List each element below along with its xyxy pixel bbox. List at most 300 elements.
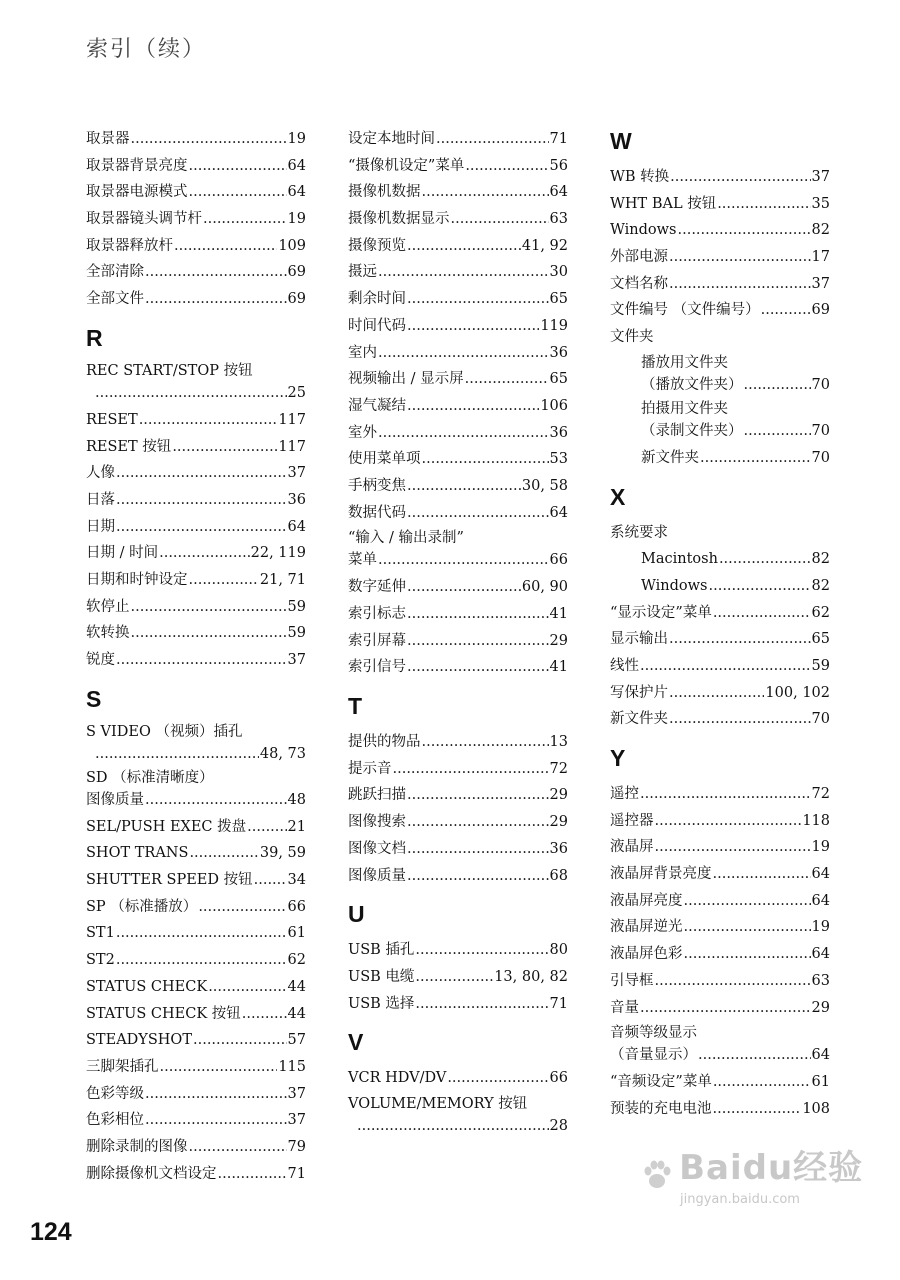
index-entry	[86, 381, 306, 405]
entry-term: 色彩等级	[86, 1085, 144, 1102]
index-entry	[610, 1096, 830, 1123]
entry-page: 59	[287, 625, 306, 642]
index-entry	[348, 126, 568, 153]
entry-term: （音量显示）	[610, 1047, 697, 1064]
index-entry	[348, 1065, 568, 1092]
entry-term: STATUS CHECK 按钮	[86, 1005, 241, 1022]
leader-dots	[174, 233, 277, 260]
paw-icon	[640, 1158, 674, 1192]
index-entry	[86, 153, 306, 180]
leader-dots	[218, 1161, 287, 1188]
index-entry	[86, 407, 306, 434]
entry-page: 70	[811, 422, 830, 439]
entry-page: 72	[549, 760, 568, 777]
entry-term: 取景器背景亮度	[86, 157, 188, 174]
entry-term: 液晶屏背景亮度	[610, 866, 712, 883]
entry-term: 软停止	[86, 598, 130, 615]
index-entry	[610, 941, 830, 968]
entry-term: “摄像机设定”菜单	[348, 157, 465, 174]
leader-dots	[378, 420, 549, 447]
entry-term: 删除摄像机文档设定	[86, 1165, 217, 1182]
leader-dots	[131, 126, 287, 153]
entry-page: 66	[549, 552, 568, 569]
entry-page: 118	[802, 812, 830, 829]
index-entry	[348, 863, 568, 890]
entry-page: 119	[540, 317, 568, 334]
entry-page: 68	[549, 867, 568, 884]
leader-dots	[247, 814, 286, 841]
index-entry	[610, 573, 830, 600]
entry-term-line: 音频等级显示	[610, 1025, 697, 1042]
leader-dots	[717, 191, 810, 218]
section-letter: T	[348, 693, 363, 720]
index-entry	[348, 420, 568, 447]
leader-dots	[698, 1043, 811, 1067]
entry-term: 删除录制的图像	[86, 1138, 188, 1155]
baidu-watermark	[640, 1140, 870, 1250]
entry-page: 57	[287, 1032, 306, 1049]
entry-term: 日落	[86, 491, 115, 508]
index-entry	[86, 540, 306, 567]
entry-page: 61	[287, 925, 306, 942]
leader-dots	[116, 947, 287, 974]
entry-term: WB 转换	[610, 169, 670, 185]
index-entry	[348, 500, 568, 527]
entry-page: 25	[287, 384, 306, 401]
entry-page: 48	[287, 791, 306, 808]
leader-dots	[203, 206, 287, 233]
entry-term: SHOT TRANS	[86, 845, 189, 862]
leader-dots	[407, 836, 549, 863]
leader-dots	[713, 861, 811, 888]
index-entry	[610, 1043, 830, 1067]
entry-page: 63	[811, 972, 830, 989]
index-entry	[610, 164, 830, 191]
leader-dots	[378, 340, 549, 367]
entry-page: 35	[811, 195, 830, 212]
entry-term-line: “输入 / 输出录制”	[348, 530, 464, 547]
index-entry	[86, 286, 306, 313]
leader-dots	[436, 126, 549, 153]
entry-page: 64	[287, 518, 306, 535]
index-entry	[348, 313, 568, 340]
leader-dots	[451, 206, 549, 233]
entry-term-line: SD （标准清晰度）	[86, 769, 214, 786]
entry-page: 65	[811, 631, 830, 648]
index-entry-multiline	[610, 399, 830, 443]
entry-page: 36	[549, 424, 568, 441]
entry-term: 文档名称	[610, 275, 668, 292]
leader-dots	[669, 680, 764, 707]
entry-term: 提示音	[348, 760, 392, 777]
index-entry	[610, 297, 830, 324]
entry-page: 37	[287, 652, 306, 668]
index-entry	[86, 742, 306, 766]
entry-term: 图像质量	[86, 791, 144, 808]
index-entry	[610, 217, 830, 244]
entry-term: 取景器电源模式	[86, 184, 188, 201]
leader-dots	[145, 259, 287, 286]
index-entry	[86, 974, 306, 1001]
leader-dots	[193, 1027, 287, 1054]
entry-page: 70	[811, 449, 830, 466]
entry-page: 71	[549, 131, 568, 147]
entry-term: 摄像机数据显示	[348, 211, 450, 228]
entry-page: 62	[811, 604, 830, 621]
entry-term: 日期 / 时间	[86, 545, 159, 562]
leader-dots	[640, 653, 811, 680]
index-entry	[610, 546, 830, 573]
leader-dots	[669, 244, 811, 271]
entry-term: 引导框	[610, 972, 654, 989]
index-entry	[348, 654, 568, 681]
leader-dots	[357, 1114, 549, 1138]
leader-dots	[713, 1096, 802, 1123]
index-entry	[86, 920, 306, 947]
entry-page: 13, 80, 82	[494, 968, 568, 985]
index-entry	[348, 393, 568, 420]
leader-dots	[407, 313, 539, 340]
entry-term: 色彩相位	[86, 1112, 144, 1129]
entry-page: 64	[811, 1047, 830, 1064]
index-entry-multiline	[610, 1023, 830, 1067]
index-entry	[86, 647, 306, 674]
entry-page: 59	[287, 598, 306, 615]
entry-page: 70	[811, 376, 830, 393]
entry-page: 82	[811, 577, 830, 594]
entry-page: 29	[549, 814, 568, 831]
entry-page: 106	[540, 397, 568, 414]
index-entry	[86, 259, 306, 286]
entry-term: 摄像机数据	[348, 184, 421, 201]
entry-term: Macintosh	[641, 551, 718, 568]
leader-dots	[713, 600, 811, 627]
leader-dots	[198, 894, 286, 921]
entry-term: 取景器	[86, 131, 130, 147]
entry-term: 取景器镜头调节杆	[86, 211, 202, 228]
entry-term: 液晶屏色彩	[610, 946, 683, 963]
entry-page: 56	[549, 157, 568, 174]
page-header: 索引（续）	[86, 37, 207, 62]
leader-dots	[407, 574, 521, 601]
entry-term: 湿气凝结	[348, 397, 406, 414]
entry-term: 外部电源	[610, 249, 668, 266]
entry-page: 44	[287, 1005, 306, 1022]
leader-dots	[407, 654, 549, 681]
section-letter: S	[86, 685, 102, 712]
entry-term-line: VOLUME/MEMORY 按钮	[348, 1095, 528, 1112]
leader-dots	[116, 487, 287, 514]
leader-dots	[145, 1081, 287, 1108]
entry-page: 64	[811, 866, 830, 883]
entry-term: VCR HDV/DV	[348, 1070, 447, 1087]
entry-page: 117	[278, 438, 306, 455]
leader-dots	[131, 594, 287, 621]
index-column-2	[348, 126, 568, 1140]
section-letter: U	[348, 901, 365, 928]
index-entry	[348, 574, 568, 601]
index-entry	[86, 460, 306, 487]
leader-dots	[669, 271, 811, 298]
entry-term: 室内	[348, 344, 377, 361]
entry-page: 108	[802, 1100, 830, 1117]
entry-page: 59	[811, 657, 830, 674]
entry-page: 19	[811, 919, 830, 936]
entry-page: 64	[811, 946, 830, 963]
entry-page: 39, 59	[259, 845, 306, 862]
leader-dots	[713, 1069, 811, 1096]
entry-term: 线性	[610, 657, 639, 674]
index-entry	[86, 179, 306, 206]
index-entry	[86, 814, 306, 841]
leader-dots	[407, 782, 549, 809]
entry-page: 21, 71	[259, 571, 306, 588]
entry-term: 图像文档	[348, 840, 406, 857]
entry-term: 索引屏幕	[348, 632, 406, 649]
entry-term: Windows	[610, 222, 677, 239]
entry-page: 66	[549, 1070, 568, 1087]
section-letter: V	[348, 1029, 364, 1056]
entry-term: 菜单	[348, 552, 377, 569]
leader-dots	[678, 217, 811, 244]
index-entry	[348, 991, 568, 1018]
page-number: 124	[30, 1218, 72, 1246]
index-entry	[348, 836, 568, 863]
entry-page: 109	[278, 237, 306, 254]
index-entry	[610, 808, 830, 835]
index-entry	[86, 894, 306, 921]
index-entry	[86, 1107, 306, 1134]
entry-page: 30	[549, 264, 568, 281]
leader-dots	[709, 573, 811, 600]
entry-page: 29	[811, 999, 830, 1016]
entry-page: 22, 119	[250, 545, 306, 562]
index-entry-multiline	[86, 361, 306, 405]
leader-dots	[116, 514, 287, 541]
entry-term: 液晶屏亮度	[610, 892, 683, 909]
watermark-url: jingyan.baidu.com	[680, 1191, 800, 1207]
entry-term: SEL/PUSH EXEC 拨盘	[86, 818, 247, 835]
index-entry	[610, 888, 830, 915]
leader-dots	[744, 419, 811, 443]
entry-term: 遥控	[610, 786, 639, 802]
entry-page: 29	[549, 632, 568, 649]
index-entry	[348, 473, 568, 500]
leader-dots	[172, 434, 277, 461]
entry-term: 写保护片	[610, 684, 668, 701]
leader-dots	[407, 601, 549, 628]
index-entry	[348, 446, 568, 473]
index-entry	[348, 809, 568, 836]
entry-term: 摄远	[348, 264, 377, 281]
entry-term: 视频输出 / 显示屏	[348, 371, 464, 388]
leader-dots	[145, 788, 287, 812]
entry-page: 37	[811, 275, 830, 292]
entry-term: 取景器释放杆	[86, 237, 173, 254]
leader-dots	[393, 756, 549, 783]
index-column-3	[610, 126, 830, 1123]
watermark-logo-text: Baidu经验	[679, 1148, 864, 1188]
entry-page: 70	[811, 711, 830, 728]
index-entry	[86, 1134, 306, 1161]
entry-term: 软转换	[86, 625, 130, 642]
entry-term: 全部文件	[86, 291, 144, 308]
entry-page: 36	[549, 344, 568, 361]
entry-page: 61	[811, 1074, 830, 1091]
leader-dots	[422, 446, 549, 473]
index-entry	[86, 867, 306, 894]
entry-term: 剩余时间	[348, 291, 406, 308]
entry-page: 82	[811, 551, 830, 568]
index-heading: 文件夹	[610, 329, 654, 346]
entry-term: 遥控器	[610, 812, 654, 829]
leader-dots	[378, 259, 549, 286]
entry-term-line: 播放用文件夹	[641, 354, 728, 371]
entry-page: 71	[549, 995, 568, 1012]
entry-page: 28	[549, 1117, 568, 1134]
entry-page: 65	[549, 291, 568, 308]
index-entry	[348, 340, 568, 367]
leader-dots	[116, 920, 287, 947]
index-entry	[86, 1161, 306, 1188]
leader-dots	[208, 974, 286, 1001]
entry-page: 30, 58	[521, 477, 568, 494]
index-entry	[348, 366, 568, 393]
entry-term: 使用菜单项	[348, 451, 421, 468]
index-entry-multiline	[86, 768, 306, 812]
entry-term: 图像质量	[348, 867, 406, 884]
entry-term: 数字延伸	[348, 579, 406, 596]
leader-dots	[761, 297, 811, 324]
index-entry	[86, 788, 306, 812]
entry-term: 设定本地时间	[348, 131, 435, 147]
index-entry	[348, 756, 568, 783]
leader-dots	[684, 888, 811, 915]
entry-page: 41, 92	[521, 237, 568, 254]
entry-page: 64	[287, 157, 306, 174]
index-entry	[86, 620, 306, 647]
leader-dots	[655, 968, 811, 995]
leader-dots	[465, 366, 549, 393]
entry-term: 显示输出	[610, 631, 668, 648]
index-entry	[348, 937, 568, 964]
entry-term-line: 拍摄用文件夹	[641, 400, 728, 417]
leader-dots	[116, 647, 287, 674]
entry-page: 29	[549, 787, 568, 804]
leader-dots	[447, 1065, 548, 1092]
entry-page: 72	[811, 786, 830, 802]
leader-dots	[415, 937, 548, 964]
index-entry	[86, 434, 306, 461]
entry-term: STATUS CHECK	[86, 978, 208, 995]
entry-page: 53	[549, 451, 568, 468]
leader-dots	[655, 834, 811, 861]
entry-term: 三脚架插孔	[86, 1058, 159, 1075]
leader-dots	[640, 995, 811, 1022]
leader-dots	[655, 808, 802, 835]
entry-page: 69	[811, 302, 830, 319]
entry-term: 日期	[86, 518, 115, 535]
leader-dots	[145, 1107, 287, 1134]
index-entry	[610, 600, 830, 627]
index-entry	[641, 373, 830, 397]
index-entry	[610, 861, 830, 888]
index-entry	[610, 706, 830, 733]
index-entry	[348, 1114, 568, 1138]
entry-page: 37	[287, 1085, 306, 1102]
entry-page: 65	[549, 371, 568, 388]
index-entry	[610, 191, 830, 218]
entry-page: 62	[287, 952, 306, 969]
index-entry	[348, 259, 568, 286]
entry-term: 手柄变焦	[348, 477, 406, 494]
entry-page: 82	[811, 222, 830, 239]
entry-page: 60, 90	[521, 579, 568, 596]
entry-term: （播放文件夹）	[641, 376, 743, 393]
entry-page: 19	[287, 131, 306, 147]
entry-page: 117	[278, 411, 306, 428]
entry-page: 66	[287, 898, 306, 915]
entry-term: SHUTTER SPEED 按钮	[86, 872, 253, 889]
entry-term: 锐度	[86, 652, 115, 668]
entry-term: 提供的物品	[348, 734, 421, 751]
index-entry	[348, 729, 568, 756]
index-entry	[641, 419, 830, 443]
entry-term: 索引信号	[348, 659, 406, 676]
index-entry	[348, 153, 568, 180]
index-entry	[610, 445, 830, 472]
leader-dots	[159, 540, 250, 567]
index-entry	[86, 947, 306, 974]
entry-term: USB 选择	[348, 995, 415, 1012]
entry-term: STEADYSHOT	[86, 1032, 192, 1049]
leader-dots	[95, 381, 287, 405]
entry-page: 63	[549, 211, 568, 228]
entry-page: 80	[549, 942, 568, 959]
leader-dots	[242, 1001, 287, 1028]
entry-page: 69	[287, 264, 306, 281]
leader-dots	[407, 500, 549, 527]
index-entry-multiline	[348, 528, 568, 572]
entry-term: 日期和时钟设定	[86, 571, 188, 588]
index-entry	[86, 487, 306, 514]
leader-dots	[422, 729, 549, 756]
entry-page: 79	[287, 1138, 306, 1155]
entry-term: 液晶屏	[610, 839, 654, 856]
entry-term: 时间代码	[348, 317, 406, 334]
entry-term: USB 插孔	[348, 942, 415, 959]
leader-dots	[189, 179, 287, 206]
index-entry	[86, 1001, 306, 1028]
section-letter: R	[86, 324, 103, 351]
index-entry	[610, 271, 830, 298]
index-entry	[348, 782, 568, 809]
entry-page: 13	[549, 734, 568, 751]
entry-term: 索引标志	[348, 606, 406, 622]
index-entry	[86, 567, 306, 594]
entry-term: SP （标准播放）	[86, 898, 198, 915]
index-entry	[610, 1069, 830, 1096]
entry-page: 64	[549, 504, 568, 521]
entry-page: 17	[811, 249, 830, 266]
entry-page: 41	[549, 659, 568, 676]
section-letter: X	[610, 483, 626, 510]
leader-dots	[684, 941, 811, 968]
leader-dots	[407, 286, 549, 313]
leader-dots	[422, 179, 549, 206]
leader-dots	[407, 863, 549, 890]
entry-term: 新文件夹	[610, 711, 668, 728]
